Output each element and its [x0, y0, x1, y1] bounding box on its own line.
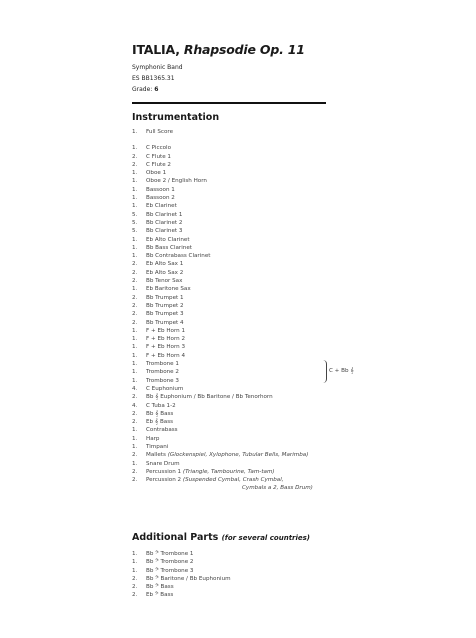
grade-label: Grade: [132, 86, 153, 94]
ensemble: Symphonic Band [132, 64, 183, 71]
page-title [132, 42, 332, 57]
catalog-code: ES BB1365.31 [132, 75, 175, 83]
title-subtitle: Rhapsodie Op. 11 [183, 42, 305, 57]
grade-value: 6 [154, 86, 159, 94]
grade [132, 84, 332, 95]
additional-heading: Additional Parts (for several countries) [132, 532, 311, 543]
brace [322, 360, 327, 383]
divider [132, 102, 326, 104]
header [132, 42, 332, 96]
instrumentation-heading: Instrumentation [132, 112, 220, 123]
title-main: ITALIA, [132, 42, 180, 57]
brace-label: C + Bb 𝄞 [329, 368, 354, 375]
score-sheet: ITALIA, Rhapsodie Op. 11 Symphonic Band ES BB1365.31 Grade: 6 Instrumentation 1. Full Score 1. C Piccolo 2. C Flute 1 2. C Flute 2 1. Oboe 1 1. Oboe 2 / English Horn 1. Bassoon 1 1. Bassoon 2 1. Eb Clarinet 5. Bb Clarinet 1 5. Bb Clarinet 2 5. Bb Clarinet 3 1. Eb Alto Clarinet 1. Bb Bass Clarinet 1. Bb Contrabass Clarinet 2. Eb Alto Sax 1 2. Eb Alto Sax 2 2. Bb Tenor Sax 1. Eb Baritone Sax 2. Bb Trumpet 1 2. Bb Trumpet 2 2. Bb Trumpet 3 2. Bb Trumpet 4 1. F + Eb Horn 1 1. F + Eb Horn 2 1. F + Eb Horn 3 1. F + Eb Horn 4 1. Trombone 1 1. Trombone 2 1. Trombone 3 C + Bb 𝄞 4. C Euphonium 2. Bb 𝄞 Euphonium / Bb Baritone / Bb Tenorhorn 4. C Tuba 1-2 2. Bb 𝄞 Bass 2. Eb 𝄞 Bass 1. Contrabass 1. Harp 1. Timpani 2. Mallets (Glockenspiel, Xylophone, Tubular Bells, Marimba) 1. Snare Drum 2. Percussion 1 (Triangle, Tambourine, Tam-tam) 2. Percussion 2 (Suspended Cymbal, Crash Cymbal, Cymbals a 2, Bass Drum) Additional Parts (for several countries) 1. Bb 𝄢 Trombone 1 1. Bb 𝄢 Trombone 2 1. Bb 𝄢 Trombone 3 2. Bb 𝄢 Baritone / Bb Euphonium 2. Bb 𝄢 Bass 2. Eb 𝄢 Bass [132, 42, 354, 599]
